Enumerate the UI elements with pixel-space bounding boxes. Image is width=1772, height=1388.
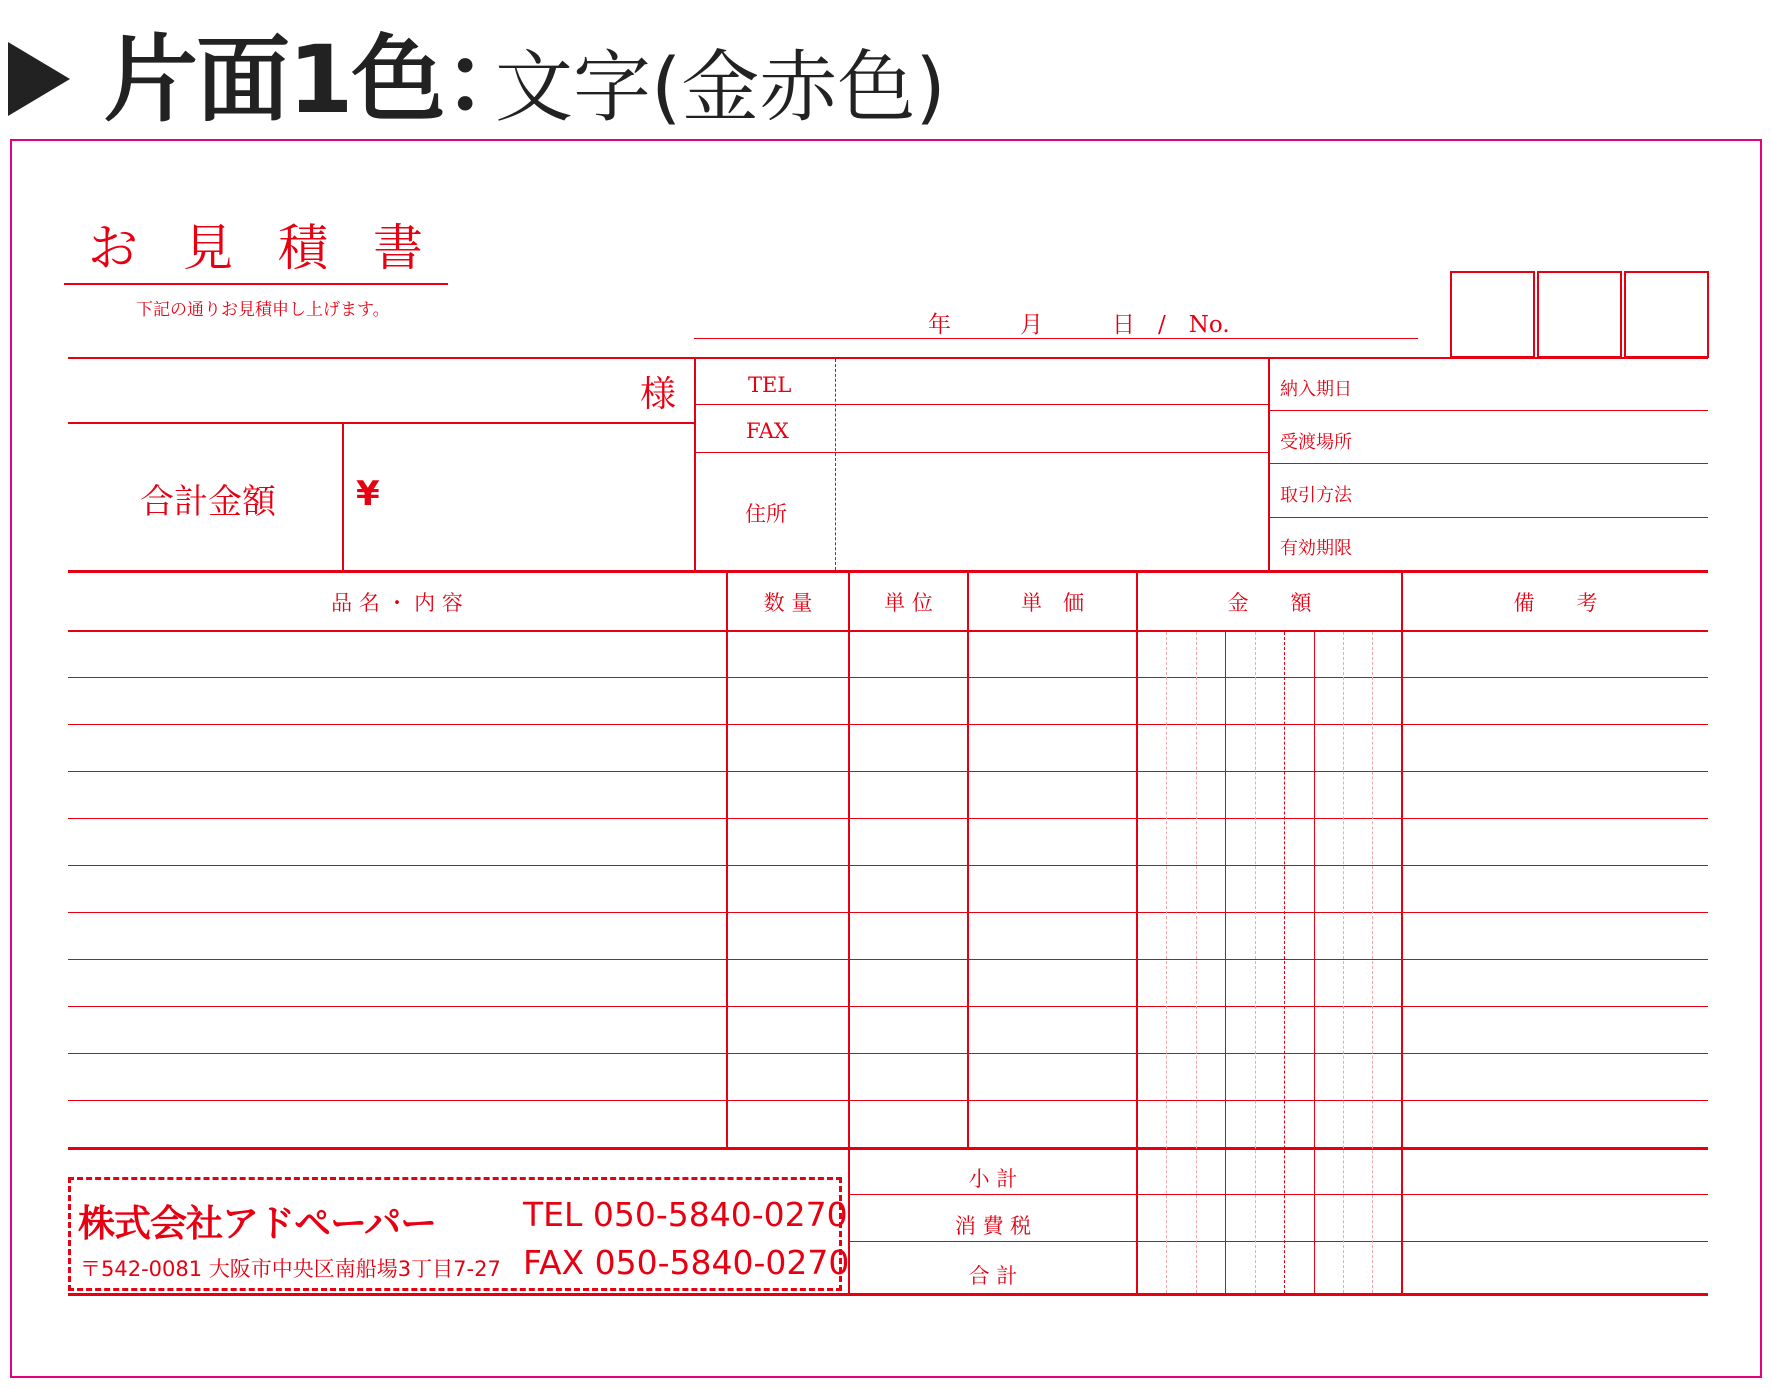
- table-top-line: [68, 570, 1708, 573]
- stamp-box-1: [1450, 271, 1535, 358]
- col-header-unit: 単 位: [884, 591, 933, 615]
- table-body-bottom-line: [68, 1147, 1708, 1150]
- col-header-qty: 数 量: [763, 591, 813, 615]
- table-header-line: [68, 630, 1708, 632]
- table-bottom-line: [68, 1293, 1708, 1296]
- fax-label: FAX: [746, 419, 789, 443]
- subtotal-label: 小 計: [968, 1167, 1018, 1191]
- delivery-place-label: 受渡場所: [1280, 432, 1352, 453]
- company-tel: TEL 050-5840-0270: [523, 1195, 848, 1234]
- date-number-line: 年 月 日 / No.: [928, 312, 1230, 338]
- tel-label: TEL: [748, 373, 792, 397]
- table-row-line: [68, 1053, 1708, 1054]
- fax-line: [694, 452, 1268, 453]
- heading-main: 片面1色：: [104, 26, 536, 135]
- table-row-line: [68, 959, 1708, 960]
- stamp-box-2: [1537, 271, 1622, 358]
- col-divider-name: [726, 570, 728, 1150]
- honorific-label: 様: [640, 374, 677, 415]
- right-line-2: [1268, 463, 1708, 464]
- col-divider-unit: [967, 570, 969, 1150]
- table-row-line: [68, 1006, 1708, 1007]
- payment-method-label: 取引方法: [1280, 485, 1352, 506]
- tel-line: [694, 404, 1268, 405]
- contact-left-border: [694, 357, 696, 570]
- right-line-3: [1268, 517, 1708, 518]
- table-row-line: [68, 865, 1708, 866]
- digit-guide: [1255, 632, 1256, 1293]
- table-row-line: [68, 1100, 1708, 1101]
- grand-total-label: 合 計: [968, 1264, 1018, 1288]
- valid-period-label: 有効期限: [1280, 538, 1352, 559]
- company-fax: FAX 050-5840-0270: [523, 1243, 850, 1282]
- table-row-line: [68, 724, 1708, 725]
- col-divider-price: [1136, 570, 1138, 1296]
- title-underline: [64, 283, 448, 285]
- total-amount-label: 合計金額: [140, 482, 276, 522]
- col-header-amount: 金 額: [1227, 591, 1312, 615]
- table-row-line: [68, 818, 1708, 819]
- customer-line: [68, 422, 694, 424]
- upper-top-line: [68, 357, 1708, 359]
- total-divider: [342, 422, 344, 570]
- contact-dashed-divider: [835, 359, 836, 570]
- table-row-line: [68, 677, 1708, 678]
- digit-divider: [1225, 632, 1226, 1293]
- yen-sign: ¥: [356, 474, 380, 514]
- form-subtitle: 下記の通りお見積申し上げます。: [136, 300, 390, 320]
- col-header-remarks: 備 考: [1513, 591, 1598, 615]
- stamp-box-3: [1624, 271, 1709, 358]
- digit-divider: [1314, 632, 1315, 1293]
- col-divider-amount: [1401, 570, 1403, 1296]
- heading-sub: 文字(金赤色): [495, 43, 946, 133]
- digit-guide: [1343, 632, 1344, 1293]
- digit-guide: [1372, 632, 1373, 1293]
- table-row-line: [68, 912, 1708, 913]
- company-address: 〒542-0081 大阪市中央区南船場3丁目7-27: [80, 1257, 501, 1281]
- digit-guide: [1284, 632, 1285, 1293]
- address-label: 住所: [745, 502, 787, 526]
- digit-guide: [1166, 632, 1167, 1293]
- footer-row-line: [848, 1194, 1708, 1195]
- date-underline: [694, 338, 1418, 339]
- table-row-line: [68, 771, 1708, 772]
- triangle-arrow-icon: [8, 42, 70, 116]
- footer-row-line: [848, 1241, 1708, 1242]
- digit-guide: [1196, 632, 1197, 1293]
- delivery-date-label: 納入期日: [1280, 379, 1352, 400]
- col-header-price: 単 価: [1021, 591, 1084, 615]
- right-line-1: [1268, 410, 1708, 411]
- col-header-item: 品 名 ・ 内 容: [331, 591, 463, 615]
- company-name: 株式会社アドペーパー: [78, 1202, 437, 1245]
- form-title: お見積書: [88, 219, 468, 277]
- tax-label: 消 費 税: [954, 1214, 1032, 1238]
